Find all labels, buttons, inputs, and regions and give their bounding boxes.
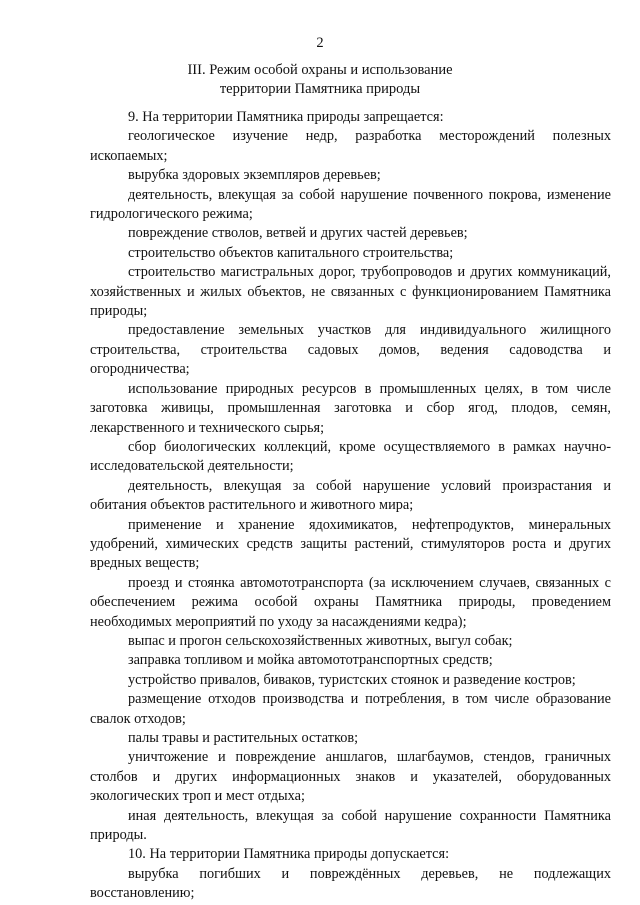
- list-item: предоставление земельных участков для индивидуального жилищного строительства, строительства садовых домов, ведения садоводства и огородничества;: [90, 322, 611, 378]
- list-item: деятельность, влекущая за собой нарушение условий произрастания и обитания объектов растительного и животного мира;: [90, 477, 611, 514]
- list-item: заправка топливом и мойка автомототранспортных средств;: [128, 652, 493, 669]
- list-item: вырубка здоровых экземпляров деревьев;: [128, 167, 381, 184]
- list-item: строительство объектов капитального строительства;: [128, 244, 454, 261]
- list-item: проезд и стоянка автомототранспорта (за исключением случаев, связанных с обеспечением режима особой охраны Памятника природы, проведением необходимых мероприятий по уходу за насаждениями кедра);: [90, 574, 611, 630]
- list-item: использование природных ресурсов в промышленных целях, в том числе заготовка живицы, промышленная заготовка и сбор ягод, плодов, семян, лекарственного и технического сырья;: [90, 380, 611, 436]
- list-item: палы травы и растительных остатков;: [128, 730, 359, 746]
- list-item: вырубка погибших и повреждённых деревьев, не подлежащих восстановлению;: [90, 865, 611, 902]
- list-item: иная деятельность, влекущая за собой нарушение сохранности Памятника природы.: [90, 807, 611, 844]
- page-number: 2: [316, 35, 324, 51]
- list-item: сбор биологических коллекций, кроме осуществляемого в рамках научно-исследовательской деятельности;: [90, 438, 611, 475]
- list-item: применение и хранение ядохимикатов, нефтепродуктов, минеральных удобрений, химических средств защиты растений, стимуляторов роста и других вредных веществ;: [90, 516, 611, 572]
- section-heading-line-2: территории Памятника природы: [219, 81, 421, 97]
- list-item: строительство магистральных дорог, трубопроводов и других коммуникаций, хозяйственных и жилых объектов, не связанных с функционированием Памятника природы;: [90, 264, 611, 320]
- list-item: уничтожение и повреждение аншлагов, шлагбаумов, стендов, граничных столбов и других информационных знаков и указателей, оборудованных экологических троп и мест отдыха;: [90, 749, 611, 805]
- list-item: повреждение стволов, ветвей и других частей деревьев;: [128, 225, 468, 242]
- list-item: геологическое изучение недр, разработка месторождений полезных ископаемых;: [90, 128, 611, 164]
- list-item: выпас и прогон сельскохозяйственных животных, выгул собак;: [128, 632, 513, 649]
- document-body: [90, 108, 611, 904]
- list-item: размещение отходов производства и потребления, в том числе образование свалок отходов;: [90, 691, 611, 727]
- list-item: деятельность, влекущая за собой нарушение почвенного покрова, изменение гидрологического режима;: [90, 186, 611, 223]
- list-item: устройство привалов, биваков, туристских стоянок и разведение костров;: [128, 671, 576, 688]
- paragraph-item-9-heading: 9. На территории Памятника природы запрещается:: [128, 109, 444, 125]
- section-heading: [0, 61, 640, 99]
- section-heading-line-1: III. Режим особой охраны и использование: [187, 62, 453, 78]
- paragraph-item-10-heading: 10. На территории Памятника природы допускается:: [128, 846, 450, 863]
